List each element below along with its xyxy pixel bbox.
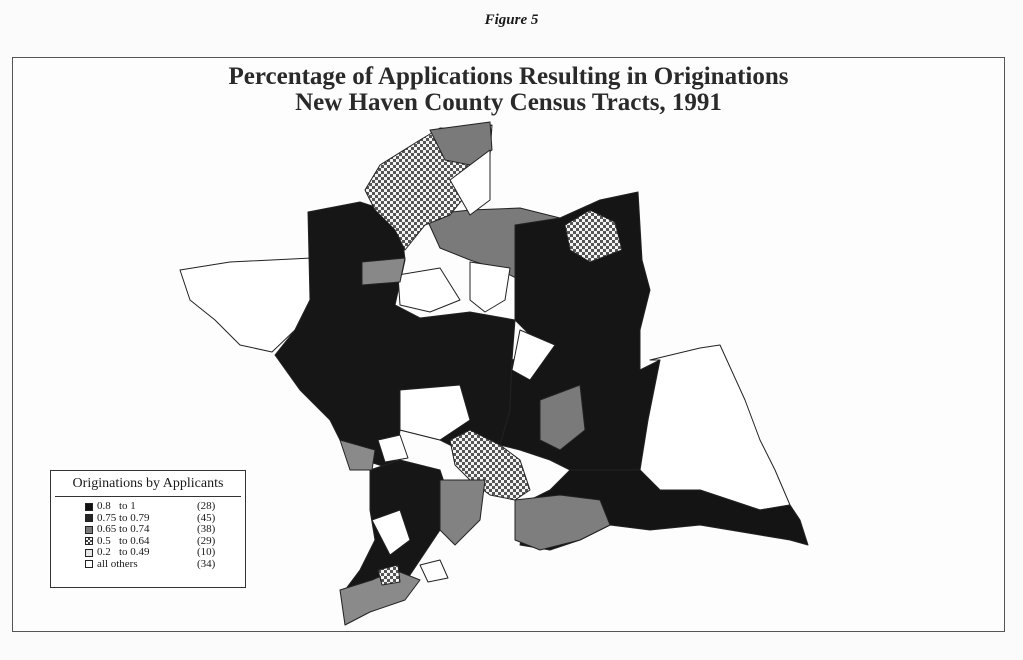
legend-range: 0.5 to 0.64 <box>97 534 150 547</box>
map-title-line1: Percentage of Applications Resulting in Originations <box>228 63 789 90</box>
legend-item <box>85 547 245 559</box>
figure-label: Figure 5 <box>484 12 539 28</box>
legend-swatch <box>85 514 93 522</box>
legend-swatch <box>85 560 93 568</box>
legend-range: all others <box>97 557 138 570</box>
legend-item <box>85 501 245 513</box>
map-title-line2: New Haven County Census Tracts, 1991 <box>295 89 722 116</box>
tract-central-white-1 <box>398 268 460 312</box>
legend-swatch <box>85 549 93 557</box>
legend-count: (10) <box>197 546 216 558</box>
legend-swatch <box>85 526 93 534</box>
legend-swatch <box>85 537 93 545</box>
tract-east-region <box>640 345 790 510</box>
legend-count: (45) <box>197 511 216 524</box>
legend-title: Originations by Applicants <box>55 471 241 497</box>
legend-range: 0.65 to 0.74 <box>97 523 150 535</box>
map-legend <box>50 470 246 588</box>
legend-swatch <box>85 503 93 511</box>
legend-count: (34) <box>197 557 216 570</box>
tract-central-gray-1 <box>362 258 405 285</box>
legend-range: 0.2 to 0.49 <box>97 546 150 558</box>
tract-small-white-2 <box>420 560 448 582</box>
tract-central-white-2 <box>470 262 510 312</box>
legend-item <box>85 524 245 536</box>
legend-count: (38) <box>197 523 216 535</box>
legend-range: 0.75 to 0.79 <box>97 511 150 524</box>
legend-count: (28) <box>197 500 216 512</box>
tract-southwest-gray-2 <box>440 480 485 545</box>
legend-rows <box>51 497 245 570</box>
legend-range: 0.8 to 1 <box>97 500 136 512</box>
legend-item <box>85 559 245 571</box>
legend-count: (29) <box>197 534 216 547</box>
tract-south-gray <box>515 495 610 550</box>
